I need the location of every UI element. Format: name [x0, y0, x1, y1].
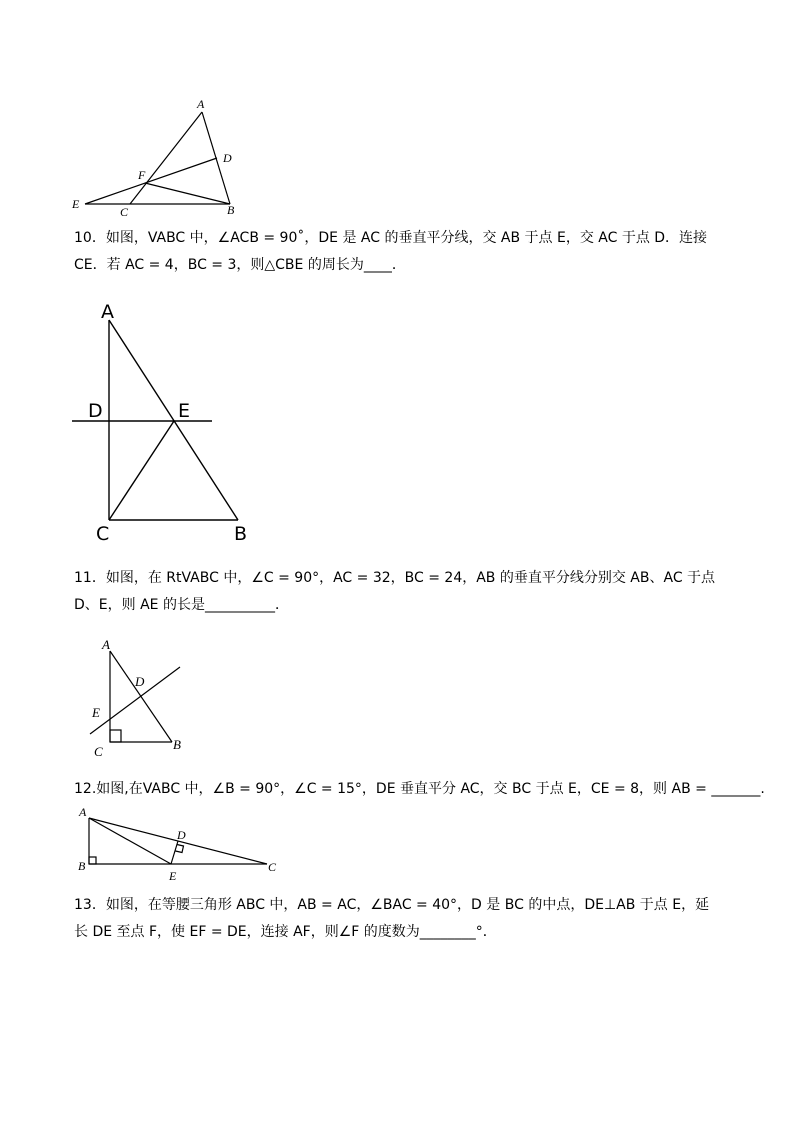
label-C: C: [94, 744, 103, 759]
segment-AE: [89, 818, 171, 864]
label-E: E: [92, 705, 100, 720]
label-E: E: [169, 869, 177, 883]
question-13: [74, 892, 734, 946]
label-A: A: [102, 637, 110, 652]
segment-AC: [130, 112, 202, 204]
label-E: E: [178, 400, 191, 422]
label-B: B: [234, 523, 248, 545]
right-angle-mark: [110, 730, 121, 742]
label-D: D: [177, 828, 186, 842]
label-C: C: [120, 205, 129, 219]
question-line: 11．如图，在 RtVABC 中，∠C = 90°，AC = 32，BC = 24，AB 的垂直平分线分别交 AB、AC 于点: [74, 570, 716, 586]
question-10: [74, 225, 734, 279]
label-F: F: [138, 168, 146, 182]
figure-q10: [60, 300, 260, 550]
figure-q12: [70, 800, 290, 885]
label-D: D: [88, 400, 103, 422]
segment-DE: [171, 841, 178, 864]
segment-CE: [109, 421, 174, 520]
label-A: A: [197, 97, 205, 111]
label-B: B: [78, 859, 86, 873]
right-angle-mark-B: [89, 857, 96, 864]
question-line: 12.如图,在VABC 中，∠B = 90°，∠C = 15°，DE 垂直平分 AC，交 BC 于点 E，CE = 8，则 AB = _______.: [74, 781, 765, 797]
figure-q9: [60, 90, 260, 220]
question-12: [74, 776, 765, 803]
label-E: E: [72, 197, 80, 211]
segment-FB: [145, 183, 230, 204]
question-line: CE．若 AC = 4，BC = 3，则△CBE 的周长为____．: [74, 257, 406, 273]
question-line: 10．如图，VABC 中，∠ACB = 90˚，DE 是 AC 的垂直平分线，交 AB 于点 E，交 AC 于点 D．连接: [74, 230, 708, 246]
label-A: A: [79, 805, 87, 819]
label-B: B: [227, 203, 235, 217]
label-D: D: [223, 151, 232, 165]
question-11: [74, 565, 734, 619]
label-A: A: [101, 301, 114, 323]
segment-ED: [85, 158, 217, 204]
question-line: 13．如图，在等腰三角形 ABC 中，AB = AC，∠BAC = 40°，D 是 BC 的中点，DE⊥AB 于点 E，延: [74, 897, 710, 913]
question-line: D、E，则 AE 的长是__________．: [74, 597, 289, 613]
label-C: C: [96, 523, 110, 545]
label-B: B: [173, 737, 181, 752]
label-C: C: [268, 860, 277, 874]
figure-q11: [80, 635, 200, 765]
label-D: D: [135, 674, 145, 689]
question-line: 长 DE 至点 F，使 EF = DE，连接 AF，则∠F 的度数为________°．: [74, 924, 497, 940]
